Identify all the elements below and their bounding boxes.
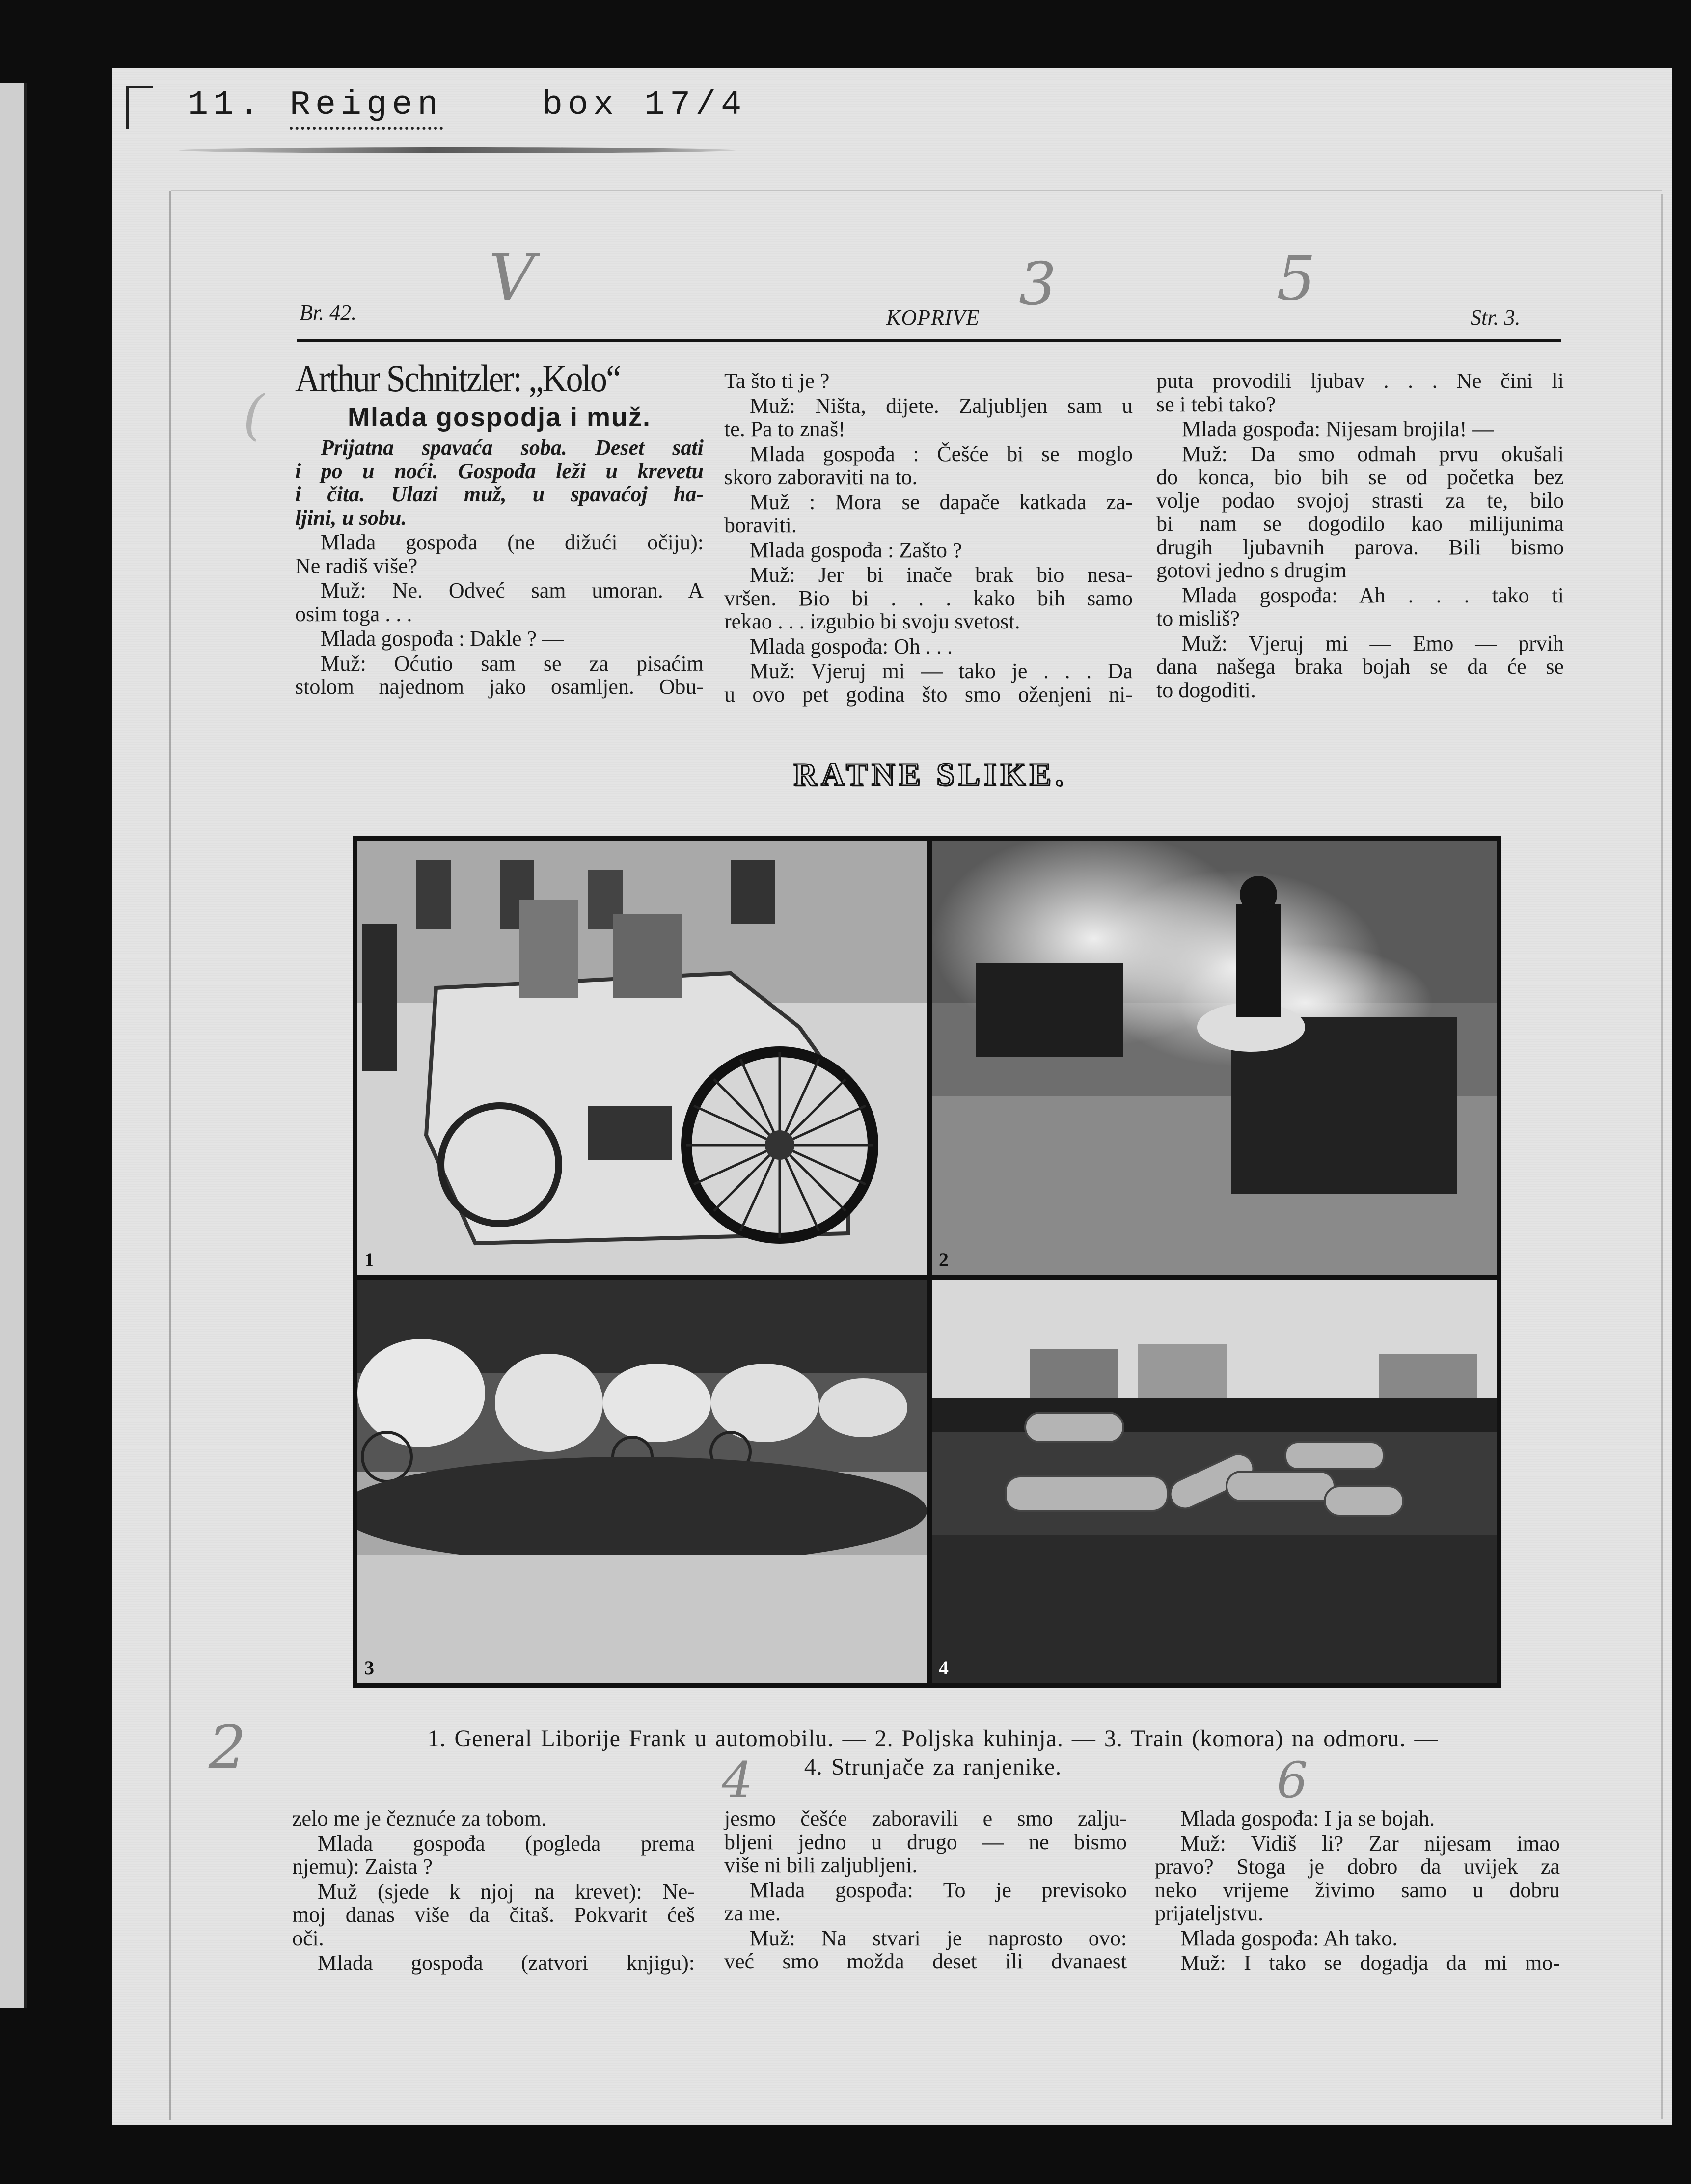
text-line: te. Pa to znaš! (724, 417, 846, 441)
text-line: stolom najednom jako osamljen. Obu- (295, 675, 704, 699)
dialogue-paragraph (1156, 442, 1564, 582)
article-column (724, 369, 1133, 708)
text-line: Muž: Na stvari je naprosto ovo: (750, 1926, 1127, 1950)
clipping-edge (1661, 194, 1663, 2119)
dialogue-paragraph (724, 442, 1133, 489)
text-line: dana našega braka bojah se da će se (1156, 655, 1564, 679)
text-line: se i tebi tako? (1156, 392, 1276, 416)
article-column (1155, 1807, 1560, 1976)
handwritten-number: 3 (1019, 250, 1057, 319)
article-column (295, 357, 704, 700)
photo-number: 1 (364, 1249, 374, 1271)
photo-caption (295, 1724, 1571, 1781)
adjacent-page-edge (0, 83, 27, 2008)
text-line: jesmo češće zaboravili e smo zalju- (724, 1806, 1127, 1830)
stage-direction-line: i po u noći. Gospođa leži u krevetu (295, 459, 704, 483)
text-line: gotovi jedno s drugim (1156, 558, 1347, 582)
text-line: Mlada gospođa : Zašto ? (750, 538, 962, 562)
text-line: Muž: Vidiš li? Zar nijesam imao (1180, 1831, 1560, 1856)
dialogue-paragraph (1156, 417, 1564, 441)
stage-direction-line: ljini, u sobu. (295, 505, 407, 530)
dialogue-paragraph (724, 369, 1133, 393)
text-line: Mlada gospođa: Ah tako. (1180, 1926, 1398, 1950)
pencil-smudge (179, 147, 736, 153)
dialogue-paragraph (292, 1832, 695, 1879)
caption-line: 1. General Liborije Frank u automobilu. — 2. Poljska kuhinja. — 3. Train (komora) na odmoru. — (427, 1725, 1439, 1751)
text-line: prijateljstvu. (1155, 1901, 1264, 1925)
text-line: Mlada gospođa: Ah . . . tako ti (1182, 583, 1564, 607)
newspaper-name: KOPRIVE (886, 305, 980, 329)
text-line: Muž: Da smo odmah prvu okušali (1182, 441, 1564, 466)
text-line: osim toga . . . (295, 601, 412, 626)
dialogue-paragraph (724, 1879, 1127, 1925)
text-line: već smo možda deset ili dvanaest (724, 1949, 1127, 1973)
text-line: pravo? Stoga je dobro da uvijek za (1155, 1855, 1560, 1879)
handwritten-roman-numeral: V (489, 240, 535, 315)
article-column (292, 1807, 695, 1976)
article-title: Arthur Schnitzler: „Kolo“ (295, 357, 620, 400)
dialogue-paragraph (724, 659, 1133, 706)
text-line: više ni bili zaljubljeni. (724, 1853, 918, 1877)
handwritten-number: 4 (722, 1751, 753, 1809)
text-line: puta provodili ljubav . . . Ne čini li (1156, 369, 1564, 393)
dialogue-paragraph (724, 1807, 1127, 1877)
text-line: Muž : Mora se dapače katkada za- (750, 490, 1133, 514)
text-line: to dogoditi. (1156, 678, 1256, 702)
text-line: Muž: Vjeruj mi — tako je . . . Da (750, 659, 1133, 683)
dialogue-paragraph (295, 652, 704, 699)
dialogue-paragraph (1156, 584, 1564, 630)
text-line: Muž: Vjeruj mi — Emo — prvih (1182, 631, 1564, 655)
text-line: Mlada gospođa : Češće bi se moglo (750, 441, 1133, 466)
dialogue-paragraph (1155, 1927, 1560, 1950)
text-line: Mlada gospođa: To je previsoko (750, 1878, 1127, 1902)
stage-direction-line: Prijatna spavaća soba. Deset sati (321, 436, 704, 460)
text-line: za me. (724, 1901, 781, 1925)
dialogue-paragraph (724, 635, 1133, 658)
text-line: boraviti. (724, 513, 797, 537)
text-line: to misliš? (1156, 606, 1240, 630)
text-line: bljeni jedno u drugo — ne bismo (724, 1829, 1127, 1854)
photo-field-kitchen (932, 841, 1497, 1275)
dialogue-paragraph (292, 1807, 695, 1830)
clipping-edge (171, 190, 1662, 191)
text-line: u ovo pet godina što smo oženjeni ni- (724, 682, 1133, 707)
text-line: oči. (292, 1926, 324, 1950)
photo-grid (353, 836, 1501, 1688)
text-line: Muž: Ne. Odveć sam umoran. A (321, 578, 704, 602)
caption-line: 4. Strunjače za ranjenike. (804, 1754, 1062, 1780)
text-line: Muž: Ništa, dijete. Zaljubljen sam u (750, 393, 1133, 418)
dialogue-paragraph (295, 627, 704, 651)
dialogue-paragraph (292, 1880, 695, 1950)
dialogue-paragraph (724, 563, 1133, 633)
corner-mark (126, 86, 153, 129)
dialogue-paragraph (1156, 632, 1564, 702)
handwritten-number: 2 (209, 1714, 246, 1782)
text-line: bi nam se dogodilo kao milijunima (1156, 512, 1564, 536)
dialogue-paragraph (724, 491, 1133, 537)
dialogue-paragraph (1155, 1807, 1560, 1830)
dialogue-paragraph (724, 539, 1133, 562)
text-line: Mlada gospođa : Dakle ? — (321, 627, 564, 651)
text-line: Mlada gospođa (pogleda prema (318, 1831, 695, 1856)
article-column (1156, 369, 1564, 703)
text-line: Muž: Oćutio sam se za pisaćim (321, 651, 704, 676)
archive-label (188, 88, 746, 123)
dialogue-paragraph (1155, 1832, 1560, 1925)
stage-direction (295, 436, 704, 529)
text-line: Mlada gospođa (ne dižući očiju): (321, 530, 704, 554)
article-subtitle: Mlada gospodja i muž. (347, 403, 652, 432)
text-line: skoro zaboraviti na to. (724, 465, 918, 489)
photo-car (357, 841, 927, 1275)
handwritten-bracket: ( (243, 383, 264, 446)
dialogue-paragraph (1155, 1951, 1560, 1975)
dialogue-paragraph (295, 579, 704, 626)
text-line: zelo me je čeznuće za tobom. (292, 1806, 546, 1830)
photo-wagon-train (357, 1280, 927, 1683)
text-line: Muž: I tako se dogadja da mi mo- (1180, 1951, 1560, 1975)
text-line: neko vrijeme živimo samo u dobru (1155, 1878, 1560, 1902)
header-rule (297, 339, 1561, 342)
handwritten-number: 6 (1277, 1751, 1308, 1809)
photo-mattresses (932, 1280, 1497, 1683)
article-column (724, 1807, 1127, 1975)
text-line: Mlada gospođa: I ja se bojah. (1180, 1806, 1435, 1830)
text-line: moj danas više da čitaš. Pokvarit ćeš (292, 1903, 695, 1927)
text-line: Mlada gospođa (zatvori knjigu): (318, 1951, 695, 1975)
text-line: rekao . . . izgubio bi svoju svetost. (724, 609, 1020, 633)
text-line: njemu): Zaista ? (292, 1855, 433, 1879)
text-line: Mlada gospođa: Nijesam brojila! — (1182, 417, 1494, 441)
photo-number: 2 (939, 1249, 949, 1271)
dialogue-paragraph (1156, 369, 1564, 416)
issue-number: Br. 42. (300, 300, 357, 325)
dialogue-paragraph (295, 531, 704, 577)
text-line: volje podao svojoj strasti za te, bilo (1156, 488, 1564, 513)
dialogue-paragraph (292, 1951, 695, 1975)
text-line: vršen. Bio bi . . . kako bih samo (724, 586, 1133, 610)
photo-number: 3 (364, 1657, 374, 1679)
page-number: Str. 3. (1471, 305, 1521, 329)
section-title: RATNE SLIKE. (793, 757, 1067, 792)
text-line: Muž (sjede k njoj na krevet): Ne- (318, 1879, 695, 1904)
clipping-edge (169, 191, 171, 2120)
text-line: drugih ljubavnih parova. Bili bismo (1156, 535, 1564, 559)
archive-number: 11. (188, 86, 265, 125)
stage-direction-line: i čita. Ulazi muž, u spavaćoj ha- (295, 482, 704, 506)
text-line: do konca, bio bih se od početka bez (1156, 465, 1564, 489)
dialogue-paragraph (724, 1927, 1127, 1973)
handwritten-number: 5 (1277, 243, 1316, 314)
dialogue-paragraph (724, 394, 1133, 441)
text-line: Ta što ti je ? (724, 369, 830, 393)
archive-title: Reigen (290, 86, 443, 130)
archive-box: box 17/4 (542, 86, 747, 125)
text-line: Mlada gospođa: Oh . . . (750, 634, 953, 658)
text-line: Ne radiš više? (295, 553, 418, 578)
photo-number: 4 (939, 1657, 949, 1679)
text-line: Muž: Jer bi inače brak bio nesa- (750, 563, 1133, 587)
